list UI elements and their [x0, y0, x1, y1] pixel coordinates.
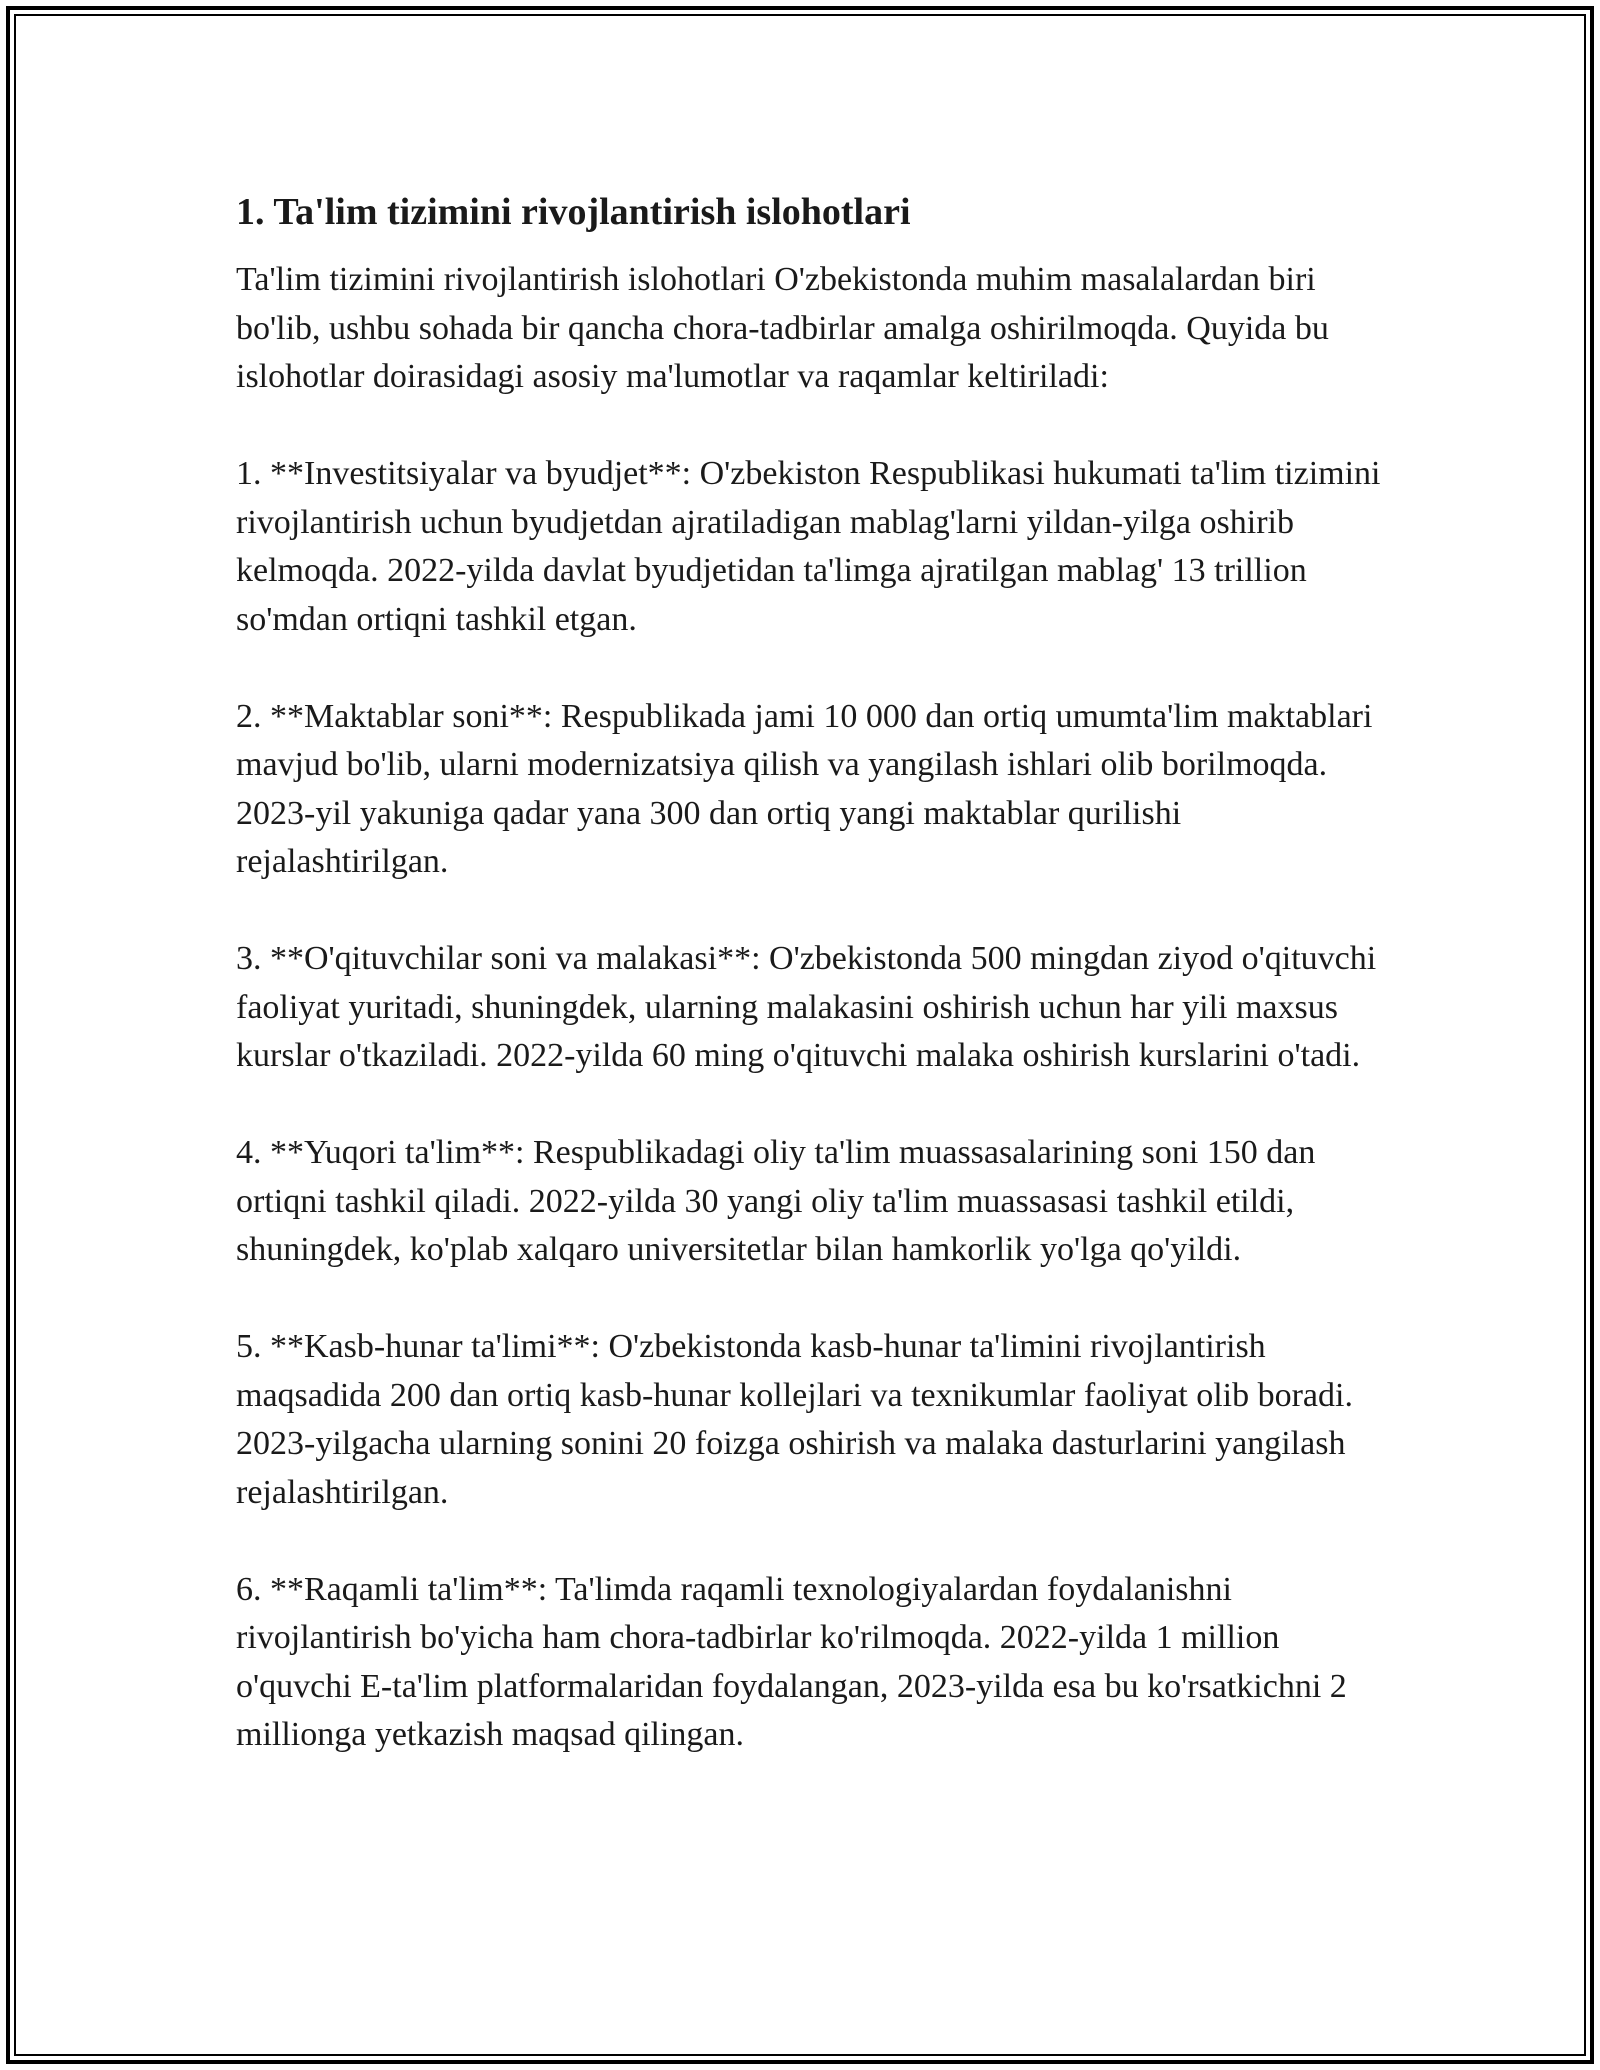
list-item-teachers: 3. **O'qituvchilar soni va malakasi**: O'zbekistonda 500 mingdan ziyod o'qituvchi faoliyat yuritadi, shuningdek, ularning malakasini oshirish uchun har yili maxsus kurslar o'tkaziladi. 2022-yilda 60 ming o'qituvchi malaka oshirish kurslarini o'tadi.	[236, 940, 1377, 1074]
list-item-schools: 2. **Maktablar soni**: Respublikada jami 10 000 dan ortiq umumta'lim maktablari mavjud bo'lib, ularni modernizatsiya qilish va yangilash ishlari olib borilmoqda. 2023-yil yakuniga qadar yana 300 dan ortiq yangi maktablar qurilishi rejalashtirilgan.	[236, 697, 1373, 880]
list-item-investments: 1. **Investitsiyalar va byudjet**: O'zbekiston Respublikasi hukumati ta'lim tizimini rivojlantirish uchun byudjetdan ajratiladigan mablag'larni yildan-yilga oshirib kelmoqda. 2022-yilda davlat byudjetidan ta'limga ajratilgan mablag' 13 trillion so'mdan ortiqni tashkil etgan.	[236, 455, 1381, 638]
document-body	[236, 180, 1386, 1808]
list-item-digital: 6. **Raqamli ta'lim**: Ta'limda raqamli texnologiyalardan foydalanishni rivojlantirish bo'yicha ham chora-tadbirlar ko'rilmoqda. 2022-yilda 1 million o'quvchi E-ta'lim platformalaridan foydalangan, 2023-yilda esa bu ko'rsatkichni 2 millionga yetkazish maqsad qilingan.	[236, 1570, 1347, 1753]
list-item-vocational: 5. **Kasb-hunar ta'limi**: O'zbekistonda kasb-hunar ta'limini rivojlantirish maqsadida 200 dan ortiq kasb-hunar kollejlari va texnikumlar faoliyat olib boradi. 2023-yilgacha ularning sonini 20 foizga oshirish va malaka dasturlarini yangilash rejalashtirilgan.	[236, 1328, 1353, 1511]
section-heading: 1. Ta'lim tizimini rivojlantirish islohotlari	[236, 191, 911, 233]
list-item-higher-education: 4. **Yuqori ta'lim**: Respublikadagi oliy ta'lim muassasalarining soni 150 dan ortiqni tashkil qiladi. 2022-yilda 30 yangi oliy ta'lim muassasasi tashkil etildi, shuningdek, ko'plab xalqaro universitetlar bilan hamkorlik yo'lga qo'yildi.	[236, 1134, 1316, 1268]
intro-paragraph: Ta'lim tizimini rivojlantirish islohotlari O'zbekistonda muhim masalalardan biri bo'lib, ushbu sohada bir qancha chora-tadbirlar amalga oshirilmoqda. Quyida bu islohotlar doirasidagi asosiy ma'lumotlar va raqamlar keltiriladi:	[236, 261, 1329, 395]
